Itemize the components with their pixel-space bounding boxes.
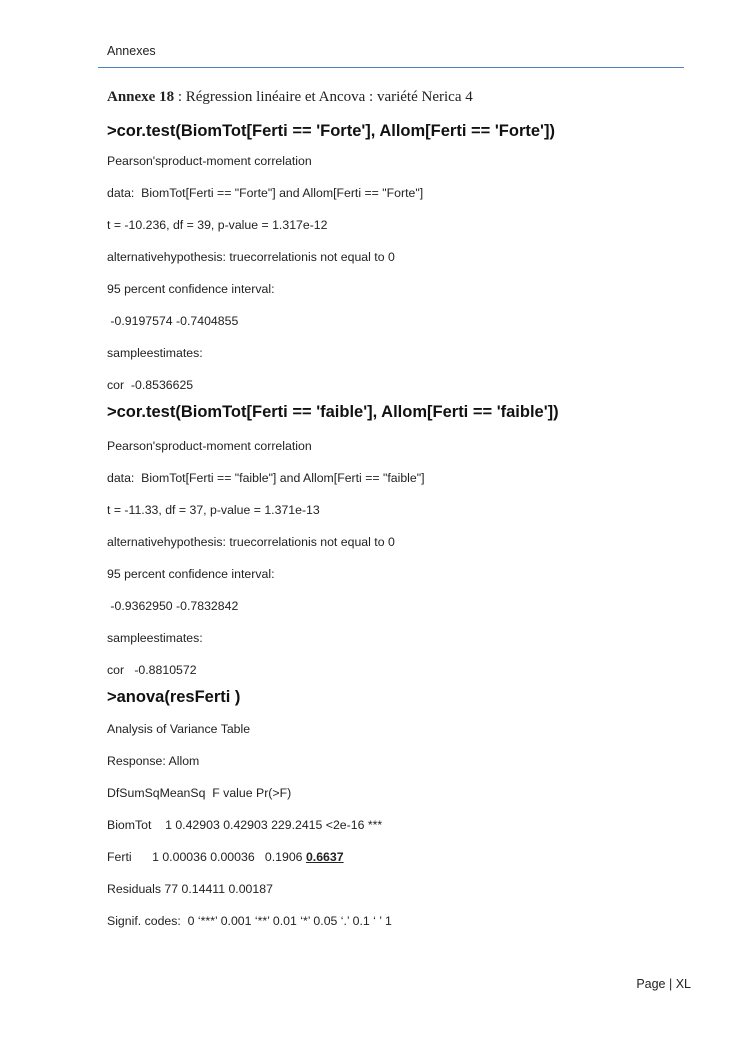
output-line: sampleestimates: [107, 346, 203, 360]
ferti-row-values: Ferti 1 0.00036 0.00036 0.1906 [107, 850, 306, 864]
output-line: 95 percent confidence interval: [107, 567, 275, 581]
output-line: cor -0.8536625 [107, 378, 194, 392]
command-cor-test-forte: >cor.test(BiomTot[Ferti == 'Forte'], Allom[Ferti == 'Forte']) [107, 122, 555, 140]
command-cor-test-faible: >cor.test(BiomTot[Ferti == 'faible'], Allom[Ferti == 'faible']) [107, 403, 559, 421]
output-line: Pearson'sproduct-moment correlation [107, 154, 312, 168]
page-header: Annexes [107, 44, 156, 58]
document-body [107, 86, 687, 929]
output-line: Response: Allom [107, 754, 200, 768]
output-line: -0.9362950 -0.7832842 [107, 599, 239, 613]
output-line: t = -10.236, df = 39, p-value = 1.317e-12 [107, 218, 328, 232]
output-line: Residuals 77 0.14411 0.00187 [107, 882, 273, 896]
annexe-title-text: : Régression linéaire et Ancova : variété Nerica 4 [174, 89, 473, 105]
output-line: alternativehypothesis: truecorrelationis not equal to 0 [107, 250, 395, 264]
command-anova: >anova(resFerti ) [107, 688, 241, 706]
anova-row-ferti [107, 849, 687, 865]
output-line: BiomTot 1 0.42903 0.42903 229.2415 <2e-16 *** [107, 818, 383, 832]
output-line: sampleestimates: [107, 631, 203, 645]
output-line: DfSumSqMeanSq F value Pr(>F) [107, 786, 292, 800]
output-line: data: BiomTot[Ferti == "faible"] and Allom[Ferti == "faible"] [107, 471, 425, 485]
annexe-label: Annexe 18 [107, 89, 175, 105]
output-line: Pearson'sproduct-moment correlation [107, 439, 312, 453]
output-line: t = -11.33, df = 37, p-value = 1.371e-13 [107, 503, 320, 517]
ferti-p-value: 0.6637 [305, 850, 344, 864]
output-line: Analysis of Variance Table [107, 722, 251, 736]
output-line: 95 percent confidence interval: [107, 282, 275, 296]
page-number: Page | XL [636, 977, 691, 991]
output-line: alternativehypothesis: truecorrelationis not equal to 0 [107, 535, 395, 549]
output-line: -0.9197574 -0.7404855 [107, 314, 239, 328]
output-line: cor -0.8810572 [107, 663, 197, 677]
header-rule [98, 67, 684, 68]
annexe-title [107, 86, 687, 108]
output-line: data: BiomTot[Ferti == "Forte"] and Allom[Ferti == "Forte"] [107, 186, 424, 200]
output-line: Signif. codes: 0 ‘***’ 0.001 ‘**’ 0.01 ‘*’ 0.05 ‘.’ 0.1 ‘ ’ 1 [107, 914, 392, 928]
